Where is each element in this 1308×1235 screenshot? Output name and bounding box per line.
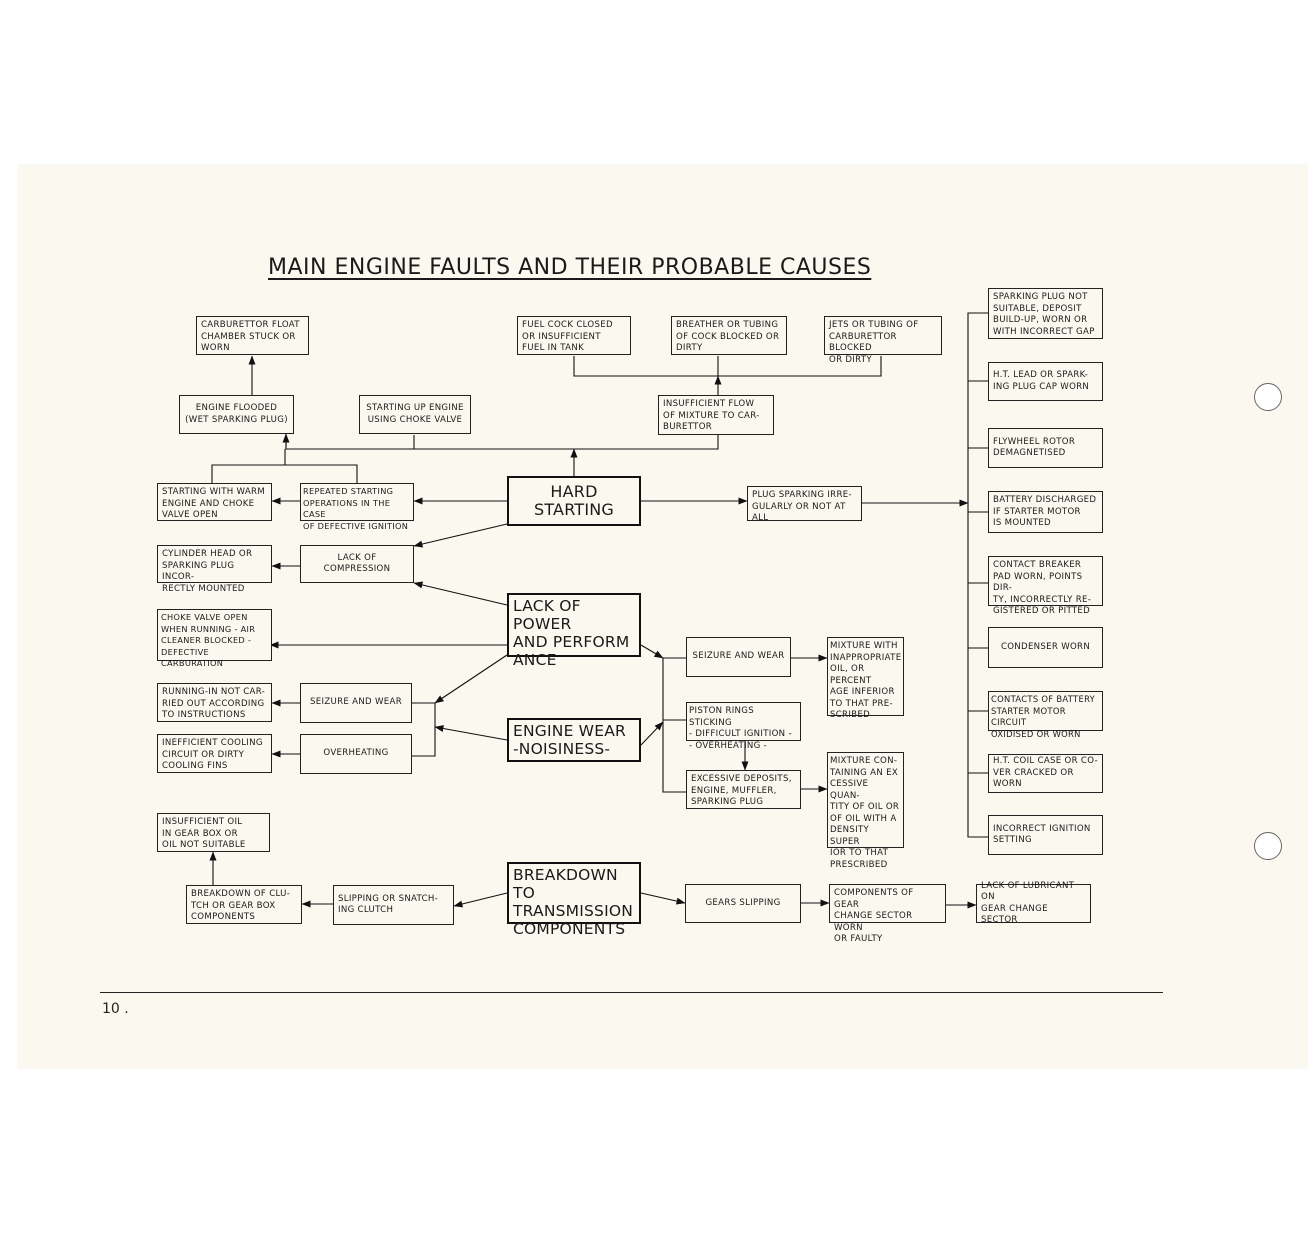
cause-breakdown-clutch: BREAKDOWN OF CLU- TCH OR GEAR BOX COMPONENTS	[186, 885, 302, 924]
cause-repeated-starting: REPEATED STARTING OPERATIONS IN THE CASE OF DEFECTIVE IGNITION	[300, 483, 414, 521]
fault-engine-wear: ENGINE WEAR -NOISINESS-	[507, 718, 641, 762]
cause-ht-coil: H.T. COIL CASE OR CO- VER CRACKED OR WORN	[988, 754, 1103, 793]
cause-piston-rings: PISTON RINGS STICKING - DIFFICULT IGNITION - - OVERHEATING -	[686, 702, 801, 741]
cause-contact-breaker: CONTACT BREAKER PAD WORN, POINTS DIR- TY, INCORRECTLY RE- GISTERED OR PITTED	[988, 556, 1103, 606]
cause-ht-lead: H.T. LEAD OR SPARK- ING PLUG CAP WORN	[988, 362, 1103, 401]
cause-incorrect-ignition: INCORRECT IGNITION SETTING	[988, 815, 1103, 855]
binder-hole-top	[1254, 383, 1282, 411]
cause-fuel-cock: FUEL COCK CLOSED OR INSUFFICIENT FUEL IN TANK	[517, 316, 631, 355]
cause-breather: BREATHER OR TUBING OF COCK BLOCKED OR DIRTY	[671, 316, 787, 355]
cause-condenser: CONDENSER WORN	[988, 627, 1103, 668]
cause-mixture-excess: MIXTURE CON- TAINING AN EX CESSIVE QUAN- TITY OF OIL OR OF OIL WITH A DENSITY SUPER IOR TO THAT PRESCRIBED	[827, 752, 904, 848]
cause-gears-slipping: GEARS SLIPPING	[685, 884, 801, 923]
cause-seizure-right: SEIZURE AND WEAR	[686, 637, 791, 677]
cause-flywheel: FLYWHEEL ROTOR DEMAGNETISED	[988, 428, 1103, 468]
cause-choke-running: CHOKE VALVE OPEN WHEN RUNNING - AIR CLEANER BLOCKED - DEFECTIVE CARBURATION	[157, 609, 272, 661]
cause-spark-plug-unsuitable: SPARKING PLUG NOT SUITABLE, DEPOSIT BUILD-UP, WORN OR WITH INCORRECT GAP	[988, 288, 1103, 339]
cause-inefficient-cooling: INEFFICIENT COOLING CIRCUIT OR DIRTY COOLING FINS	[157, 734, 272, 773]
fault-breakdown-transmission: BREAKDOWN TO TRANSMISSION COMPONENTS	[507, 862, 641, 924]
cause-overheating: OVERHEATING	[300, 734, 412, 774]
fault-hard-starting: HARD STARTING	[507, 476, 641, 526]
cause-gear-sector: COMPONENTS OF GEAR CHANGE SECTOR WORN OR FAULTY	[829, 884, 946, 923]
cause-engine-flooded: ENGINE FLOODED (WET SPARKING PLUG)	[179, 395, 294, 434]
cause-plug-sparking: PLUG SPARKING IRRE- GULARLY OR NOT AT ALL	[747, 486, 862, 521]
page-number: 10 .	[102, 1001, 129, 1017]
cause-running-in: RUNNING-IN NOT CAR- RIED OUT ACCORDING TO INSTRUCTIONS	[157, 683, 272, 722]
cause-slipping-clutch: SLIPPING OR SNATCH- ING CLUTCH	[333, 885, 454, 925]
diagram-title: MAIN ENGINE FAULTS AND THEIR PROBABLE CAUSES	[268, 255, 872, 280]
cause-carburettor-float: CARBURETTOR FLOAT CHAMBER STUCK OR WORN	[196, 316, 309, 355]
cause-battery: BATTERY DISCHARGED IF STARTER MOTOR IS MOUNTED	[988, 491, 1103, 533]
cause-choke-start: STARTING UP ENGINE USING CHOKE VALVE	[359, 395, 471, 434]
fault-lack-of-power: LACK OF POWER AND PERFORM ANCE	[507, 593, 641, 657]
cause-jets: JETS OR TUBING OF CARBURETTOR BLOCKED OR DIRTY	[824, 316, 942, 355]
cause-warm-engine: STARTING WITH WARM ENGINE AND CHOKE VALVE OPEN	[157, 483, 272, 521]
binder-hole-bottom	[1254, 832, 1282, 860]
cause-excessive-deposits: EXCESSIVE DEPOSITS, ENGINE, MUFFLER, SPARKING PLUG	[686, 770, 801, 809]
cause-lack-compression: LACK OF COMPRESSION	[300, 545, 414, 583]
cause-mixture-oil: MIXTURE WITH INAPPROPRIATE OIL, OR PERCENT AGE INFERIOR TO THAT PRE- SCRIBED	[827, 637, 904, 716]
footer-rule	[100, 992, 1163, 993]
cause-lubricant: LACK OF LUBRICANT ON GEAR CHANGE SECTOR	[976, 884, 1091, 923]
cause-contacts-battery: CONTACTS OF BATTERY STARTER MOTOR CIRCUIT OXIDISED OR WORN	[988, 691, 1103, 731]
cause-seizure-left: SEIZURE AND WEAR	[300, 683, 412, 723]
cause-cylinder-head: CYLINDER HEAD OR SPARKING PLUG INCOR- RECTLY MOUNTED	[157, 545, 272, 583]
cause-insufficient-oil: INSUFFICIENT OIL IN GEAR BOX OR OIL NOT SUITABLE	[157, 813, 270, 852]
cause-insufficient-flow: INSUFFICIENT FLOW OF MIXTURE TO CAR- BURETTOR	[658, 395, 774, 435]
